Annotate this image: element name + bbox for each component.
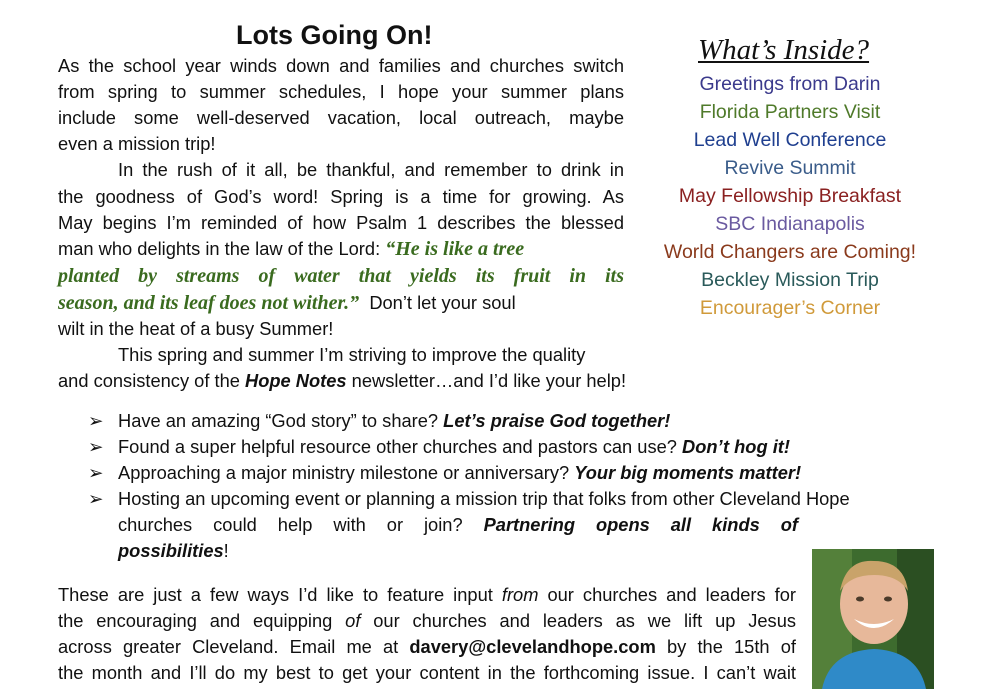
bullet-emphasis: possibilities xyxy=(118,540,224,561)
closing-text: our churches and leaders as we lift up Jesus xyxy=(360,610,797,631)
bullet-item-continued xyxy=(118,538,229,564)
body-line xyxy=(58,236,524,262)
whats-inside-title: What’s Inside? xyxy=(698,34,870,66)
bullet-text: churches could help with or join? xyxy=(118,514,484,535)
bullet-item xyxy=(118,434,790,460)
toc-item: Lead Well Conference xyxy=(693,129,887,151)
arrow-bullet-icon: ➢ xyxy=(88,436,104,457)
body-line: the goodness of God’s word! Spring is a time for growing. As xyxy=(58,186,624,207)
bullet-emphasis: Don’t hog it! xyxy=(682,436,790,457)
toc-item: Beckley Mission Trip xyxy=(701,269,879,291)
closing-line xyxy=(58,608,796,634)
body-line: This spring and summer I’m striving to improve the quality xyxy=(118,344,586,365)
bullet-text: Have an amazing “God story” to share? xyxy=(118,410,444,431)
bullet-item xyxy=(118,460,801,486)
closing-emphasis: of xyxy=(345,610,361,631)
email-link[interactable]: davery@clevelandhope.com xyxy=(409,636,656,657)
bullet-emphasis: Your big moments matter! xyxy=(574,462,802,483)
newsletter-name: Hope Notes xyxy=(245,370,347,391)
body-line: In the rush of it all, be thankful, and remember to drink in xyxy=(118,159,624,180)
body-line: from spring to summer schedules, I hope your summer plans xyxy=(58,81,624,102)
body-text: newsletter…and I’d like your help! xyxy=(346,370,627,391)
scripture-quote: “He is like a tree xyxy=(385,238,525,260)
closing-line: the month and I’ll do my best to get your content in the forthcoming issue. I can’t wait xyxy=(58,662,796,683)
toc-item: Revive Summit xyxy=(724,157,856,179)
body-text: and consistency of the xyxy=(58,370,245,391)
toc-item: Greetings from Darin xyxy=(699,73,881,95)
bullet-item: Hosting an upcoming event or planning a mission trip that folks from other Cleveland Hope xyxy=(118,488,850,509)
toc-item: May Fellowship Breakfast xyxy=(678,185,902,207)
toc-item: Encourager’s Corner xyxy=(699,297,881,319)
body-line: wilt in the heat of a busy Summer! xyxy=(58,318,334,339)
body-line xyxy=(58,290,516,316)
closing-text: our churches and leaders for xyxy=(538,584,797,605)
author-photo xyxy=(812,549,934,689)
body-line xyxy=(58,368,626,394)
toc-item: Florida Partners Visit xyxy=(699,101,881,123)
body-line: even a mission trip! xyxy=(58,133,216,154)
closing-line xyxy=(58,582,796,608)
body-text: Don’t let your soul xyxy=(359,292,516,313)
body-text: man who delights in the law of the Lord: xyxy=(58,238,386,259)
body-line: May begins I’m reminded of how Psalm 1 describes the blessed xyxy=(58,212,624,233)
closing-text: These are just a few ways I’d like to feature input xyxy=(58,584,502,605)
scripture-quote: planted by streams of water that yields its fruit in its xyxy=(58,265,624,287)
arrow-bullet-icon: ➢ xyxy=(88,462,104,483)
body-line: As the school year winds down and families and churches switch xyxy=(58,55,624,76)
bullet-item-continued xyxy=(118,512,798,538)
arrow-bullet-icon: ➢ xyxy=(88,488,104,509)
portrait-image xyxy=(812,549,934,689)
bullet-text: Found a super helpful resource other churches and pastors can use? xyxy=(118,436,683,457)
toc-item: World Changers are Coming! xyxy=(663,241,917,263)
closing-line xyxy=(58,634,796,660)
scripture-quote: season, and its leaf does not wither.” xyxy=(58,292,360,314)
bullet-item xyxy=(118,408,670,434)
bullet-emphasis: Let’s praise God together! xyxy=(443,410,671,431)
arrow-bullet-icon: ➢ xyxy=(88,410,104,431)
bullet-text: Approaching a major ministry milestone or anniversary? xyxy=(118,462,575,483)
article-title: Lots Going On! xyxy=(236,20,433,50)
closing-text: by the 15th of xyxy=(655,636,796,657)
bullet-text: ! xyxy=(223,540,229,561)
closing-emphasis: from xyxy=(501,584,539,605)
closing-text: the encouraging and equipping xyxy=(58,610,346,631)
bullet-emphasis: Partnering opens all kinds of xyxy=(483,514,798,535)
body-line: include some well-deserved vacation, local outreach, maybe xyxy=(58,107,624,128)
toc-item: SBC Indianapolis xyxy=(715,213,865,235)
closing-text: across greater Cleveland. Email me at xyxy=(58,636,410,657)
